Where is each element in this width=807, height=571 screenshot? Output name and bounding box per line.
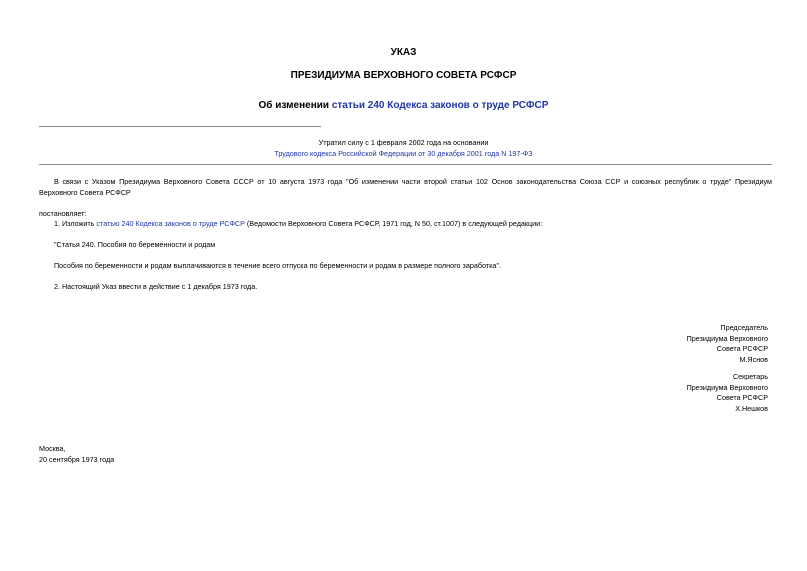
signature-line: Совета РСФСР: [716, 344, 768, 353]
signature-chairman: [568, 323, 768, 365]
full-divider: [39, 164, 772, 165]
preamble-line-1: [39, 177, 772, 188]
item-1: [54, 219, 542, 230]
article-heading: "Статья 240. Пособия по беременности и родам: [54, 240, 216, 249]
status-line: Утратил силу с 1 февраля 2002 года на основании: [318, 138, 489, 147]
signature-line: Председатель: [720, 323, 768, 332]
preamble-line-2: Верховного Совета РСФСР: [39, 188, 131, 197]
document-issuer: ПРЕЗИДИУМА ВЕРХОВНОГО СОВЕТА РСФСР: [290, 70, 517, 81]
item-1-prefix: 1. Изложить: [54, 219, 97, 228]
status-link[interactable]: Трудового кодекса Российской Федерации от 30 декабря 2001 года N 197-ФЗ: [274, 149, 533, 158]
signature-line: Президиума Верховного: [686, 382, 768, 392]
footer-place: Москва,: [39, 444, 66, 453]
signature-line: Президиума Верховного: [686, 333, 768, 343]
signature-secretary: [568, 372, 768, 414]
preamble-text-1: В связи с Указом Президиума Верховного Совета СССР от 10 августа 1973 года "Об изменении части второй статьи 102 Основ законодательства Союза ССР и союзных республик о труде" Президиум: [54, 177, 772, 186]
subject-link[interactable]: статьи 240 Кодекса законов о труде РСФСР: [331, 100, 549, 111]
article-text: Пособия по беременности и родам выплачиваются в течение всего отпуска по беременности и родам в размере полного заработка".: [54, 261, 501, 270]
decree-word: постановляет:: [39, 209, 87, 218]
document-title: УКАЗ: [390, 47, 417, 58]
short-divider: [39, 126, 321, 127]
footer-date: 20 сентября 1973 года: [39, 455, 115, 464]
document-subject: [0, 100, 807, 111]
item-1-link[interactable]: статью 240 Кодекса законов о труде РСФСР: [96, 219, 245, 228]
signature-line: Секретарь: [732, 372, 768, 381]
subject-prefix: Об изменении: [258, 100, 332, 111]
item-2: 2. Настоящий Указ ввести в действие с 1 декабря 1973 года.: [54, 282, 258, 291]
signature-line: Х.Нешков: [735, 403, 768, 413]
signature-line: Совета РСФСР: [716, 393, 768, 402]
item-1-suffix: (Ведомости Верховного Совета РСФСР, 1971 год, N 50, ст.1007) в следующей редакции:: [244, 219, 543, 228]
signature-line: М.Яснов: [739, 354, 768, 364]
